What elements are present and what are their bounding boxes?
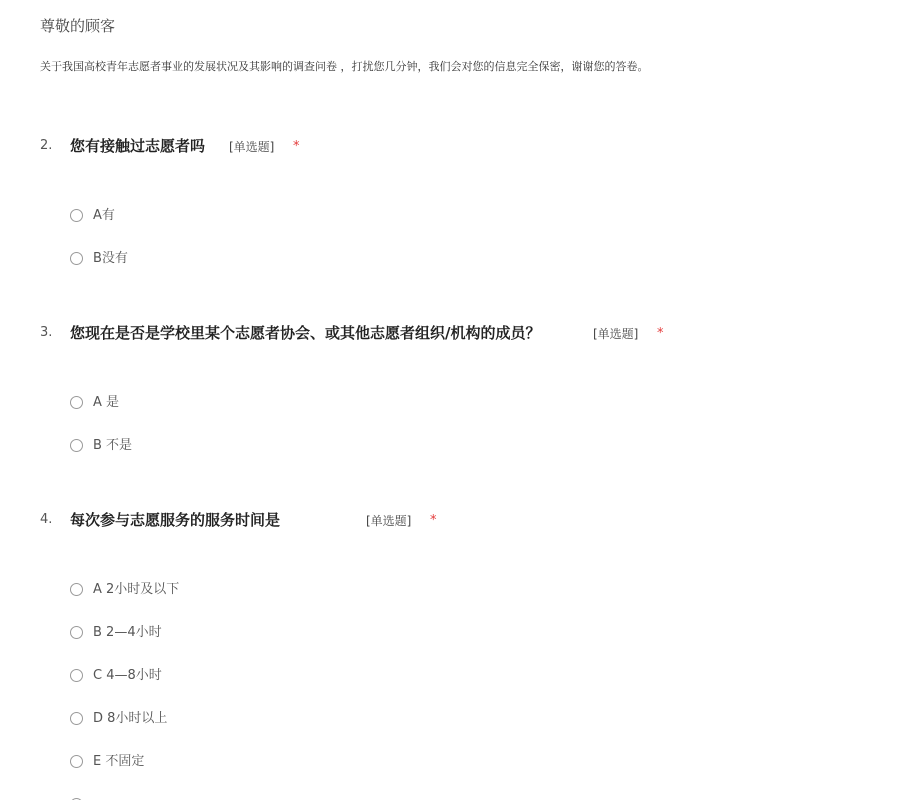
required-asterisk: * — [430, 513, 437, 528]
question-type-label: [单选题] — [593, 327, 639, 341]
option-label[interactable]: A 是 — [93, 395, 120, 410]
option-label[interactable]: B 2—4小时 — [93, 625, 162, 640]
radio-button[interactable] — [70, 669, 83, 682]
option-label[interactable]: D 8小时以上 — [93, 711, 168, 726]
option-label[interactable]: A有 — [93, 208, 115, 223]
option-label[interactable]: C 4—8小时 — [93, 668, 162, 683]
radio-button[interactable] — [70, 396, 83, 409]
question-title: 每次参与志愿服务的服务时间是 — [70, 511, 281, 529]
question-4 — [40, 508, 880, 769]
radio-button[interactable] — [70, 209, 83, 222]
option-label[interactable]: A 2小时及以下 — [93, 582, 180, 597]
radio-button[interactable] — [70, 583, 83, 596]
question-number: 2. — [40, 138, 53, 153]
radio-button[interactable] — [70, 439, 83, 452]
option-label[interactable]: E 不固定 — [93, 754, 145, 769]
greeting-title: 尊敬的顾客 — [40, 17, 116, 35]
radio-button[interactable] — [70, 755, 83, 768]
question-header — [40, 508, 880, 532]
radio-button[interactable] — [70, 712, 83, 725]
question-type-label: [单选题] — [229, 140, 275, 154]
survey-intro-text: 关于我国高校青年志愿者事业的发展状况及其影响的调查问卷 ，打扰您几分钟，我们会对您的信息完全保密，谢谢您的答卷。 — [40, 60, 649, 73]
radio-button[interactable] — [70, 626, 83, 639]
required-asterisk: * — [293, 139, 300, 154]
question-header — [40, 321, 880, 345]
option-label[interactable]: B没有 — [93, 251, 128, 266]
required-asterisk: * — [657, 326, 664, 341]
radio-button[interactable] — [70, 252, 83, 265]
question-number: 3. — [40, 325, 53, 340]
question-3 — [40, 321, 880, 453]
question-title: 您现在是否是学校里某个志愿者协会、或其他志愿者组织/机构的成员？ — [70, 324, 541, 342]
question-header — [40, 134, 880, 158]
question-number: 4. — [40, 512, 53, 527]
question-title: 您有接触过志愿者吗 — [70, 137, 206, 155]
option-label[interactable]: B 不是 — [93, 438, 133, 453]
question-2 — [40, 134, 880, 266]
question-type-label: [单选题] — [366, 514, 412, 528]
